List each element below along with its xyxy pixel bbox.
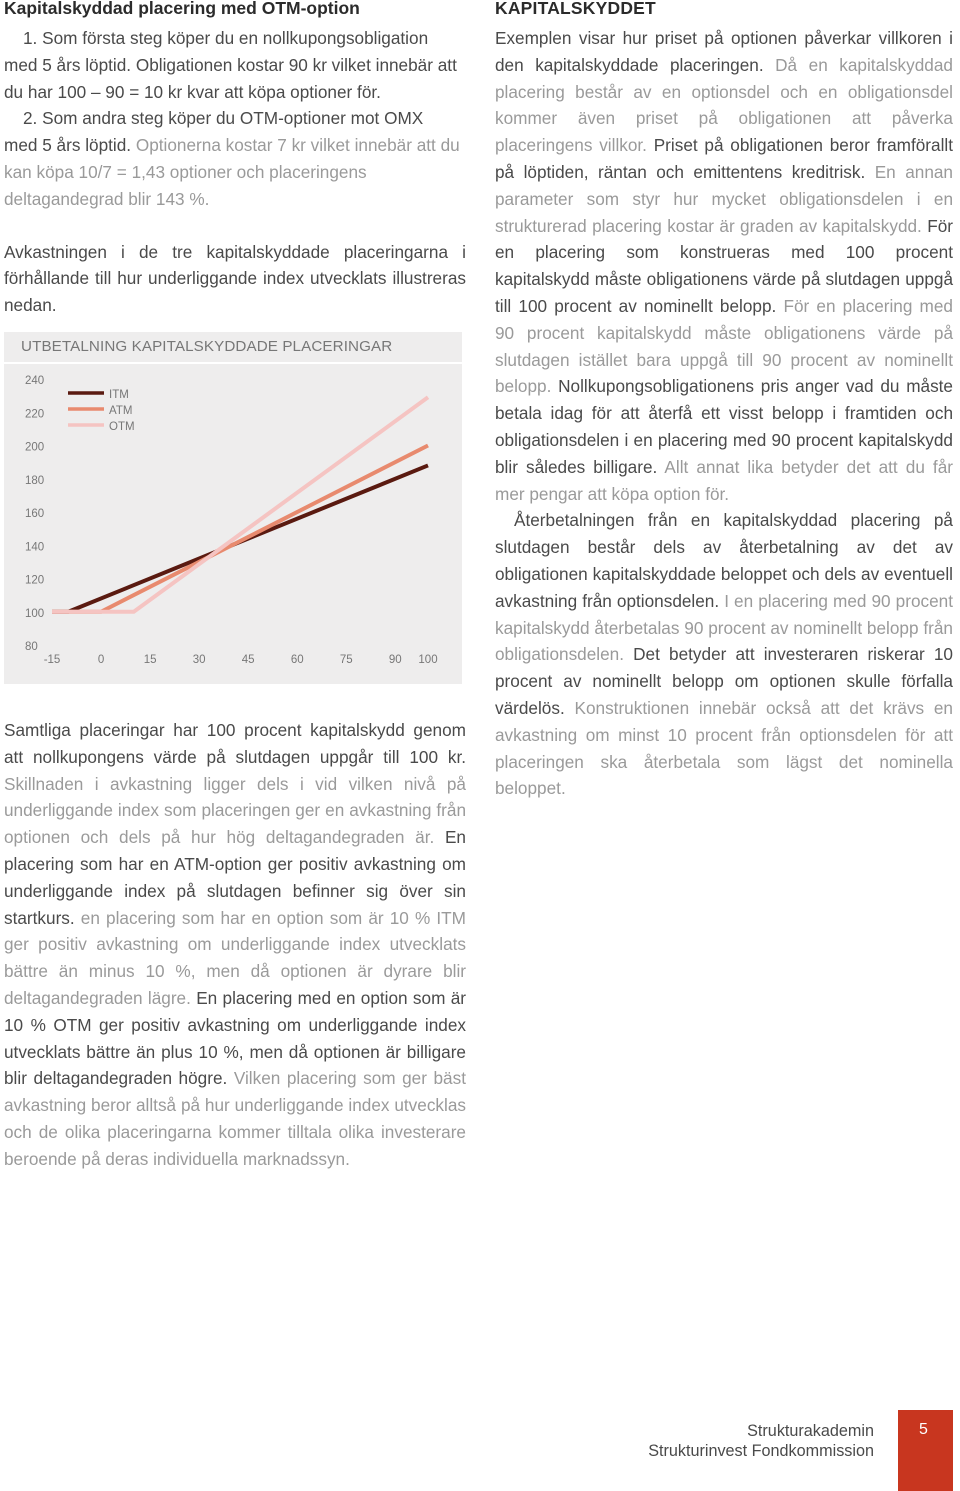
y-tick-label: 120 (25, 574, 45, 587)
repayment-paragraph (495, 507, 953, 802)
y-tick-label: 140 (25, 541, 45, 554)
left-column (4, 0, 466, 319)
x-tick-label: 30 (192, 654, 206, 666)
page-number: 5 (919, 1421, 928, 1438)
capital-protection-paragraph (495, 25, 953, 507)
cp-e: För en placering som konstrueras med 100 procent kapitalskydd måste obligationens värde på slutdagen uppgå till 100 procent av nominellt belopp. (495, 215, 954, 316)
section-heading: Kapitalskyddad placering med OTM-option (4, 0, 360, 18)
footer-publisher: Strukturakademin (747, 1422, 874, 1440)
legend-label-itm: ITM (109, 389, 129, 401)
y-tick-label: 220 (25, 408, 45, 421)
y-tick-label: 240 (25, 375, 45, 387)
legend-label-otm: OTM (109, 421, 135, 433)
step-2-first-line: 2. Som andra steg köper du OTM-optioner mot OMX (23, 108, 424, 129)
chart-title: UTBETALNING KAPITALSKYDDADE PLACERINGAR (21, 338, 393, 355)
step-1-rest: med 5 års löptid. Obligationen kostar 90 kr vilket innebär att du har 100 – 90 = 10 kr kvar att köpa optioner för. (4, 54, 457, 102)
conclusion-b: Skillnaden i avkastning ligger dels i vid vilken nivå på underliggande index som placeringen ger en avkastning från optionen och dels på hur hög deltagandegraden är. (4, 773, 466, 848)
right-column (495, 0, 953, 802)
cp-a: Exemplen visar hur priset på optionen påverkar villkoren i den kapitalskyddade placeringen. (495, 28, 953, 75)
y-tick-label: 160 (25, 508, 45, 520)
chart-plot (4, 332, 462, 684)
cp-d: En annan parameter som styr hur mycket obligationsdelen i en strukturerad placering kostar är graden av kapitalskydd. (495, 161, 953, 236)
series-line-atm (52, 446, 428, 612)
right-heading: KAPITALSKYDDET (495, 0, 656, 18)
conclusion-c: En placering som har en ATM-option ger positiv avkastning om underliggande index på slutdagen befinner sig över sin startkurs. (4, 827, 466, 928)
conclusion-e: En placering med en option som är 10 % OTM ger positiv avkastning om underliggande index utvecklats bättre än plus 10 %, men då optionen är billigare blir deltagandegraden högre. (4, 987, 466, 1089)
y-tick-label: 100 (25, 607, 45, 620)
step-2 (4, 105, 466, 212)
x-tick-label: 75 (339, 654, 353, 666)
cp-c: Priset på obligationen beror framförallt på löptiden, räntan och emittentens kreditrisk. (495, 135, 953, 182)
y-tick-label: 200 (25, 441, 45, 454)
rp-a: Återbetalningen från en kapitalskyddad placering på slutdagen består dels av återbetalning av det av obligationen kapitalskyddade beloppet och dels av eventuell avkastning från optionsdelen. (495, 510, 953, 611)
footer-company: Strukturinvest Fondkommission (648, 1442, 874, 1460)
legend-label-atm: ATM (109, 405, 133, 417)
step-1-first-line: 1. Som första steg köper du en nollkupongsobligation (23, 28, 429, 48)
x-tick-label: -15 (43, 654, 61, 666)
x-tick-label: 15 (143, 654, 157, 666)
conclusion-d: en placering som har en option som är 10 % ITM ger positiv avkastning om underliggande index utvecklats bättre än minus 10 %, men då optionen är dyrare blir deltagandegraden lägre. (4, 907, 466, 1008)
rp-b: I en placering med 90 procent kapitalskydd återbetalas 90 procent av nominellt belopp från obligationsdelen. (495, 590, 953, 665)
y-tick-label: 80 (25, 641, 38, 653)
step-2-rest-b: Optionerna kostar 7 kr vilket innebär att du kan köpa 10/7 = 1,43 optioner och placeringens deltagandegrad blir 143 %. (4, 135, 460, 209)
x-tick-label: 45 (241, 654, 255, 666)
cp-b: Då en kapitalskyddad placering består av en optionsdel och en obligationsdel kommer även priset på obligationen att påverka placeringens villkor. (495, 54, 953, 156)
step-1 (4, 25, 466, 105)
rp-c: Det betyder att investeraren riskerar 10 procent av nominellt belopp om optionen skulle förfalla värdelös. (495, 644, 953, 718)
conclusion-a: Samtliga placeringar har 100 procent kapitalskydd genom att nollkupongens värde på slutdagen uppgår till 100 kr. (4, 720, 466, 767)
x-tick-label: 60 (290, 654, 304, 666)
cp-h: Allt annat lika betyder det att du får mer pengar att köpa option för. (495, 456, 953, 504)
left-column-lower (4, 717, 466, 1173)
series-line-itm (52, 465, 428, 611)
intro-paragraph: Avkastningen i de tre kapitalskyddade placeringarna i förhållande till hur underliggande index utvecklats illustreras nedan. (4, 241, 466, 316)
cp-f: För en placering med 90 procent kapitalskydd måste obligationens värde på slutdagen istället bara uppgå till 90 procent av nominellt belopp. (495, 295, 953, 397)
payout-chart (4, 332, 462, 684)
y-tick-label: 180 (25, 474, 45, 487)
step-2-rest-a: med 5 års löptid. (4, 135, 132, 156)
x-tick-label: 90 (388, 654, 402, 666)
rp-d: Konstruktionen innebär också att det krävs en avkastning om minst 10 procent från optionsdelen för att placeringen ska återbetala som lägst det nominella beloppet. (495, 697, 953, 799)
cp-g: Nollkupongsobligationens pris anger vad du måste betala idag för att återfå ett visst belopp i framtiden och obligationsdelen i en placering med 90 procent kapitalskydd blir således billigare. (495, 376, 953, 477)
x-tick-label: 0 (97, 654, 105, 666)
page-number-box (898, 1410, 953, 1491)
conclusion-paragraph (4, 717, 466, 1173)
conclusion-f: Vilken placering som ger bäst avkastning beror alltså på hur underliggande index utvecklas och de olika placeringarna kommer tilltala olika investerare beroende på deras individuella marknadssyn. (4, 1068, 466, 1169)
x-tick-label: 100 (418, 654, 438, 666)
